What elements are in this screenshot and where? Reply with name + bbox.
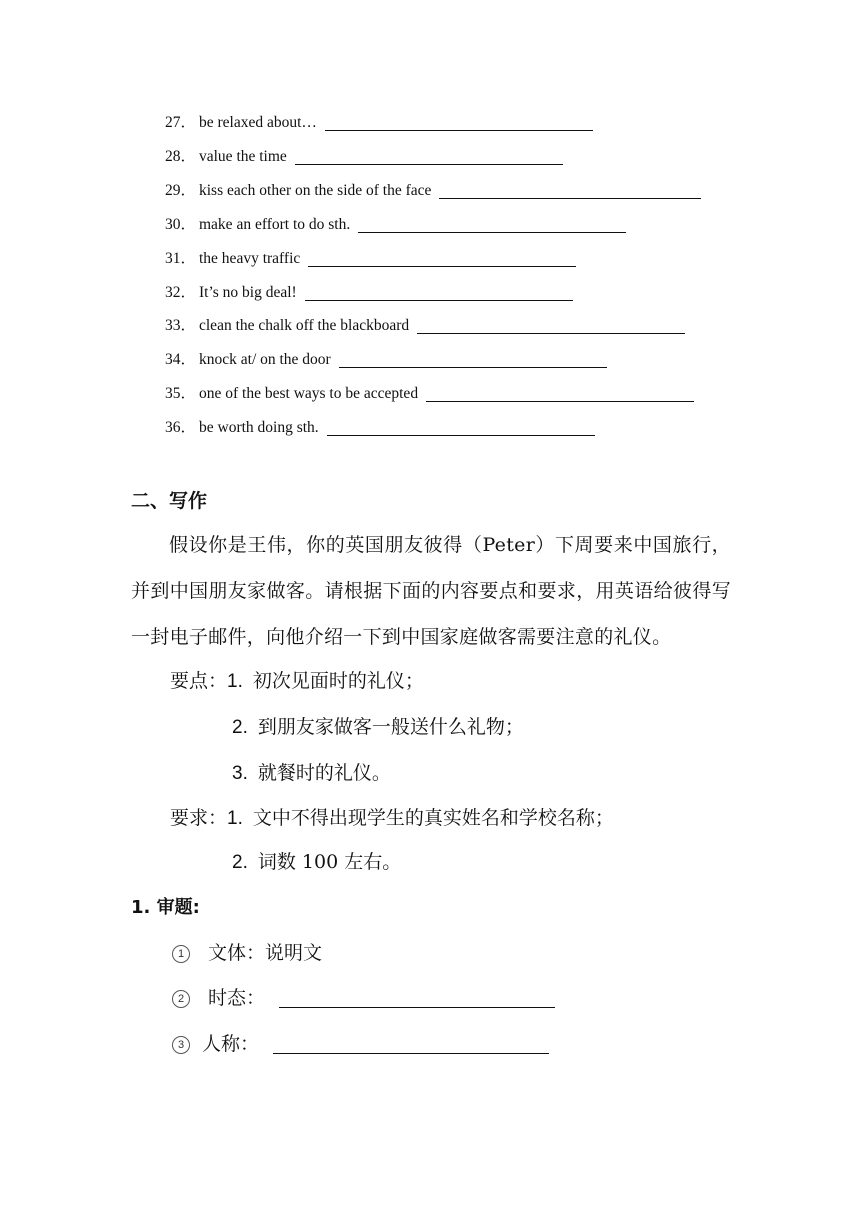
point-text: 到朋友家做客一般送什么礼物； xyxy=(257,716,524,738)
analysis-label: 人称： xyxy=(202,1033,260,1055)
vocab-item xyxy=(165,418,595,438)
circled-number-icon: 1 xyxy=(172,945,190,963)
requirement-text: 文中不得出现学生的真实姓名和学校名称； xyxy=(252,807,614,829)
item-number: 28． xyxy=(165,148,197,165)
item-number: 34． xyxy=(165,351,197,368)
point-number: 3. xyxy=(232,763,248,784)
circled-number-icon: 2 xyxy=(172,990,190,1008)
vocab-item xyxy=(165,147,563,167)
item-text: the heavy traffic xyxy=(199,250,301,267)
person-blank[interactable] xyxy=(273,1037,549,1054)
requirement-text: 词数 100 左右。 xyxy=(257,851,402,873)
vocab-item xyxy=(165,316,685,336)
vocab-item xyxy=(165,181,701,201)
requirements-line-2 xyxy=(232,847,401,874)
points-label: 要点： xyxy=(170,670,228,692)
answer-blank[interactable] xyxy=(358,218,626,233)
item-number: 32． xyxy=(165,284,197,301)
answer-blank[interactable] xyxy=(308,252,576,267)
requirement-number: 1. xyxy=(227,808,243,829)
item-number: 33． xyxy=(165,317,197,334)
item-number: 30． xyxy=(165,216,197,233)
section-heading: 二、写作 xyxy=(131,490,208,512)
item-text: kiss each other on the side of the face xyxy=(199,182,432,199)
item-text: make an effort to do sth. xyxy=(199,216,351,233)
item-number: 35． xyxy=(165,385,197,402)
points-line-3 xyxy=(232,758,391,785)
item-text: clean the chalk off the blackboard xyxy=(199,317,410,334)
analysis-heading: 1. 审题: xyxy=(131,897,200,918)
item-number: 36． xyxy=(165,419,197,436)
vocab-item xyxy=(165,283,573,303)
analysis-label: 时态： xyxy=(208,987,266,1009)
item-text: one of the best ways to be accepted xyxy=(199,385,419,402)
analysis-item xyxy=(172,938,322,965)
point-number: 2. xyxy=(232,717,248,738)
writing-prompt: 假设你是王伟，你的英国朋友彼得（Peter）下周要来中国旅行，并到中国朋友家做客。请根据下面的内容要点和要求，用英语给彼得写一封电子邮件，向他介绍一下到中国家庭做客需要注意的礼仪。 xyxy=(131,534,731,648)
answer-blank[interactable] xyxy=(339,353,607,368)
points-line-2 xyxy=(232,712,524,739)
item-text: be worth doing sth. xyxy=(199,419,319,436)
vocab-item xyxy=(165,215,626,235)
requirements-label: 要求： xyxy=(170,807,228,829)
requirement-number: 2. xyxy=(232,852,248,873)
point-text: 初次见面时的礼仪； xyxy=(252,670,424,692)
item-text: It’s no big deal! xyxy=(199,284,297,301)
item-number: 29． xyxy=(165,182,197,199)
analysis-item xyxy=(172,1029,549,1056)
vocab-item xyxy=(165,384,694,404)
point-number: 1. xyxy=(227,671,243,692)
item-text: be relaxed about… xyxy=(199,114,317,131)
analysis-label: 文体：说明文 xyxy=(208,942,323,964)
tense-blank[interactable] xyxy=(279,991,555,1008)
answer-blank[interactable] xyxy=(439,184,701,199)
item-number: 31． xyxy=(165,250,197,267)
answer-blank[interactable] xyxy=(327,421,595,436)
circled-number-icon: 3 xyxy=(172,1036,190,1054)
vocab-item xyxy=(165,249,576,269)
points-line-1 xyxy=(170,666,424,693)
answer-blank[interactable] xyxy=(325,116,593,131)
analysis-item xyxy=(172,983,555,1010)
vocab-item xyxy=(165,350,607,370)
answer-blank[interactable] xyxy=(305,286,573,301)
vocab-item xyxy=(165,113,593,133)
point-text: 就餐时的礼仪。 xyxy=(257,762,391,784)
item-number: 27． xyxy=(165,114,197,131)
requirements-line-1 xyxy=(170,803,614,830)
answer-blank[interactable] xyxy=(426,387,694,402)
item-text: knock at/ on the door xyxy=(199,351,331,368)
item-text: value the time xyxy=(199,148,287,165)
answer-blank[interactable] xyxy=(295,150,563,165)
answer-blank[interactable] xyxy=(417,319,685,334)
